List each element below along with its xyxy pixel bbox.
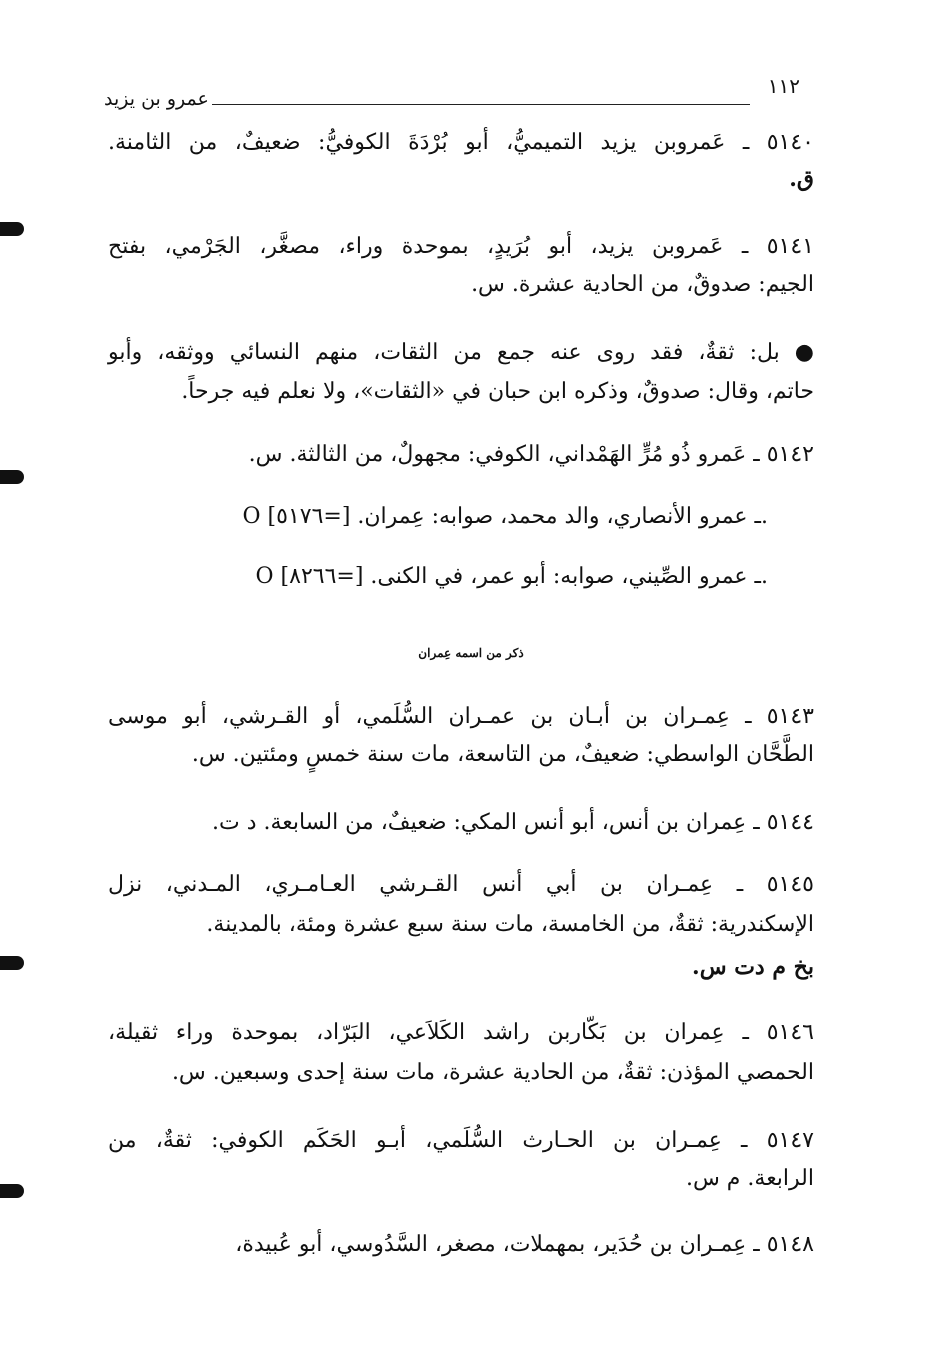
entry-5147-line-1: ٥١٤٧ ـ عِمـران بن الحـارث السُّلَمي، أبـو الحَكَم الكوفي: ثقةٌ، من [108,1128,814,1153]
section-heading: ذكر من اسمه عِمران [418,646,524,660]
commentary-line-1: ● بل: ثقةٌ، فقد روى عنه جمع من الثقات، منهم النسائي ووثقه، وأبو [108,340,814,365]
page-header [100,74,800,108]
entry-5141-line-1: ٥١٤١ ـ عَمروبن يزيد، أبو بُرَيدٍ، بموحدة وراء، مصغَّر، الجَرْمي، بفتح [108,234,814,259]
entry-5143-line-1: ٥١٤٣ ـ عِمـران بن أبـان بن عمـران السُّلَمي، أو القـرشي، أبو موسى [108,704,814,729]
header-rule [212,104,750,105]
entry-5147-line-2: الرابعة. م س. [685,1166,814,1191]
entry-5143-line-2: الطَّحَّان الواسطي: ضعيفٌ، من التاسعة، مات سنة خمسٍ ومئتين. س. [191,742,814,767]
entry-5140-line-2: ق. [789,166,814,192]
entry-5146-line-2: الحمصي المؤذن: ثقةٌ، من الحادية عشرة، مات سنة إحدى وسبعين. س. [171,1060,814,1085]
entry-5146-line-1: ٥١٤٦ ـ عِمران بن بَكّاربن راشد الكَلاَعي، البَرّاد، بموحدة وراء ثقيلة، [108,1020,814,1045]
entry-5145-line-3: بخ م دت س. [692,954,814,980]
entry-5140-line-1: ٥١٤٠ ـ عَمروبن يزيد التميميُّ، أبو بُرْدَةَ الكوفيُّ: ضعيفٌ، من الثامنة. [108,130,814,155]
entry-5145-line-2: الإسكندرية: ثقةٌ، من الخامسة، مات سنة سبع عشرة ومئة، بالمدينة. [206,912,814,937]
entry-5144-line-1: ٥١٤٤ ـ عِمران بن أنس، أبو أنس المكي: ضعيفٌ، من السابعة. د ت. [212,810,814,835]
crossref-line-1: O ـ عمرو الأنصاري، والد محمد، صوابه: عِمران. [=٥١٧٦]. [242,504,768,529]
entry-5142-line-1: ٥١٤٢ ـ عَمرو ذُو مُرٍّ الهَمْداني، الكوفي: مجهولٌ، من الثالثة. س. [248,442,814,467]
scan-margin-mark [0,470,24,484]
page-number: ١١٢ [767,74,800,98]
commentary-line-2: حاتم، وقال: صدوقٌ، وذكره ابن حبان في «الثقات»، ولا نعلم فيه جرحاً. [181,379,814,404]
crossref-line-2: O ـ عمرو الصِّيني، صوابه: أبو عمر، في الكنى. [=٨٢٦٦]. [255,564,768,589]
scan-margin-mark [0,1184,24,1198]
scan-margin-mark [0,956,24,970]
entry-5141-line-2: الجيم: صدوقٌ، من الحادية عشرة. س. [471,272,814,297]
scan-margin-mark [0,222,24,236]
running-title: عمرو بن يزيد [104,88,209,110]
entry-5148-line-1: ٥١٤٨ ـ عِمـران بن حُدَير، بمهملات، مصغر، السَّدُوسي، أبو عُبيدة، [235,1232,814,1257]
entry-5145-line-1: ٥١٤٥ ـ عِمـران بن أبي أنس القـرشي العـامـري، المـدني، نزل [108,872,814,897]
